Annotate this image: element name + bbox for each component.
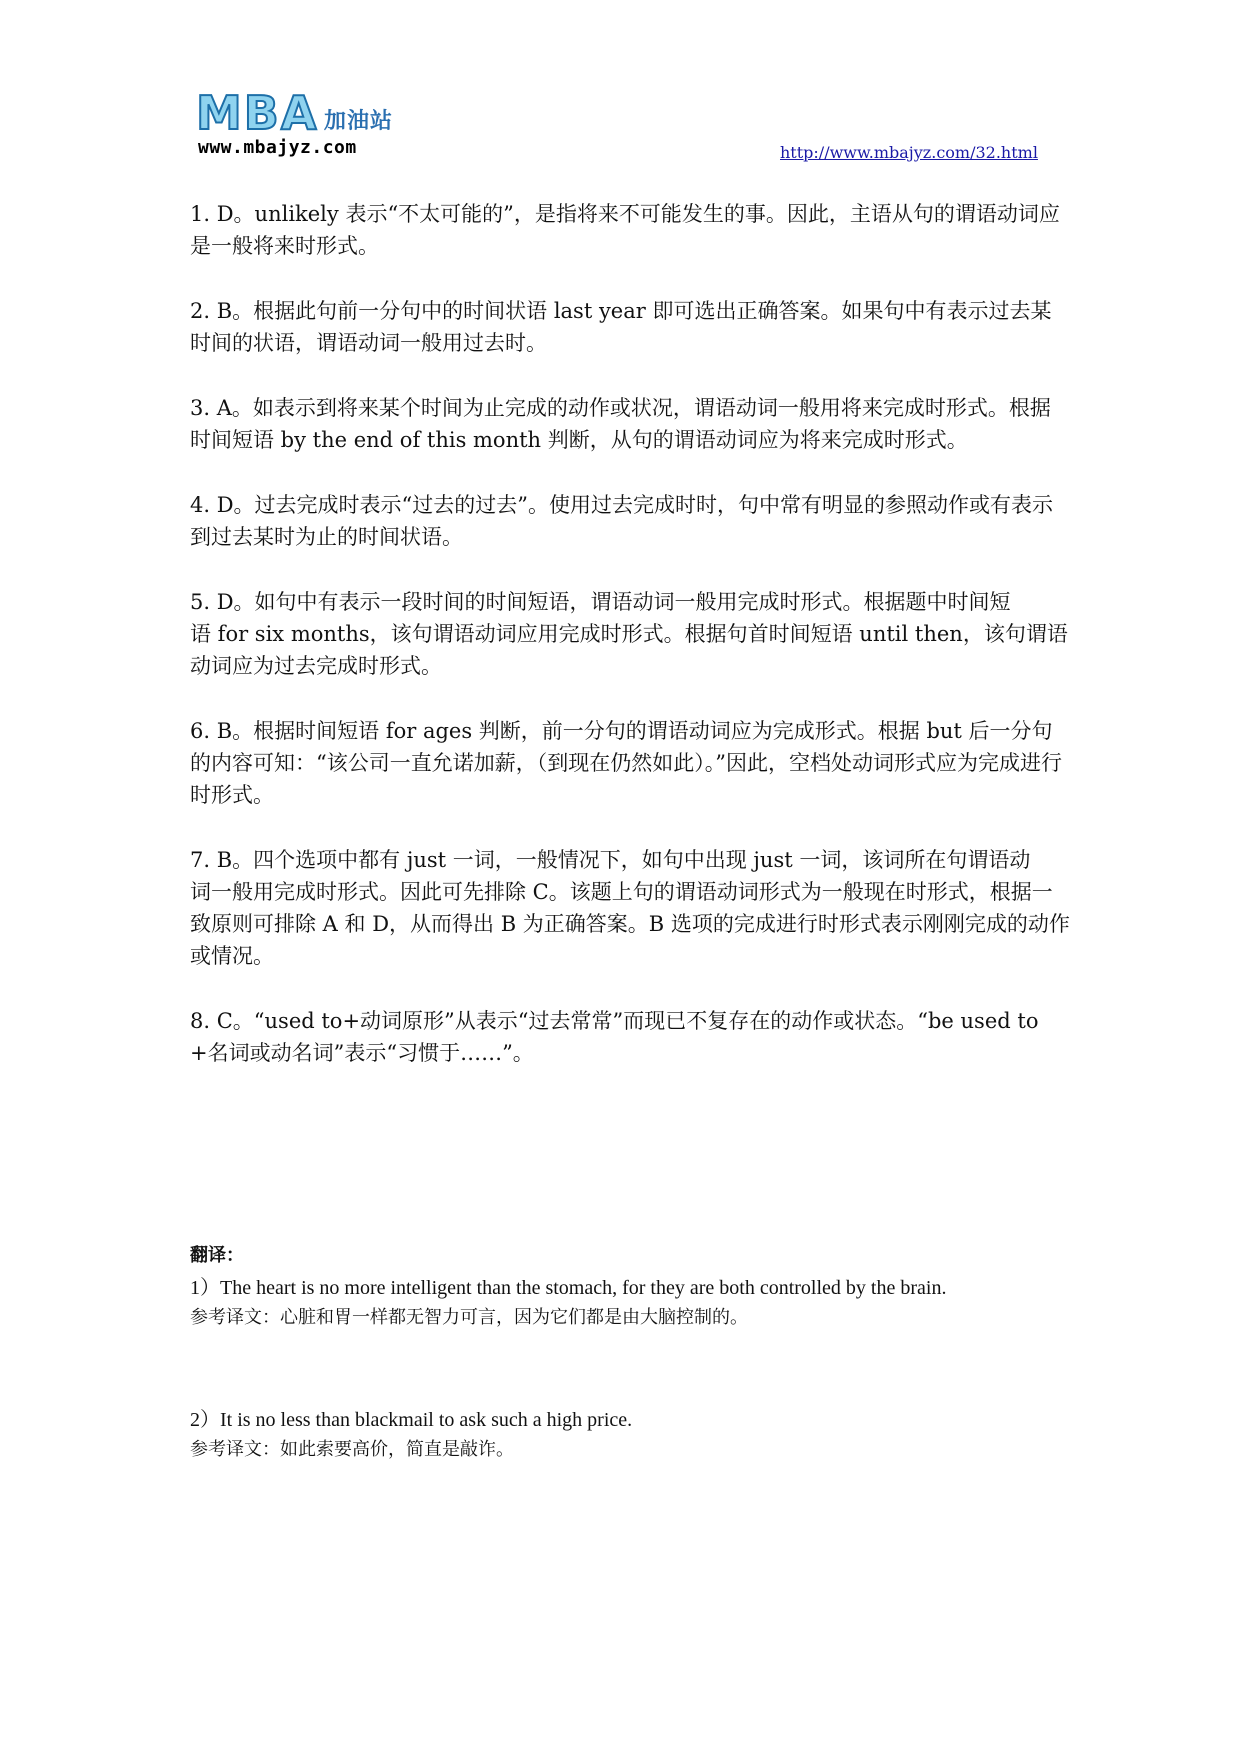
answer-item-2: 2. B。根据此句前一分句中的时间状语 last year 即可选出正确答案。如果句中有表示过去某时间的状语，谓语动词一般用过去时。 — [190, 299, 1052, 355]
translation-heading: 翻译： — [190, 1245, 244, 1266]
answer-list — [190, 198, 1070, 1102]
answer-item-3: 3. A。如表示到将来某个时间为止完成的动作或状况，谓语动词一般用将来完成时形式。根据时间短语 by the end of this month 判断，从句的谓语动词应为将来完成时形式。 — [190, 396, 1051, 452]
translation-english: 2）It is no less than blackmail to ask such a high price. — [190, 1409, 633, 1431]
header-link[interactable]: http://www.mbajyz.com/32.html — [780, 143, 1038, 162]
translation-section — [190, 1243, 1070, 1537]
answer-item-6: 6. B。根据时间短语 for ages 判断，前一分句的谓语动词应为完成形式。根据 but 后一分句的内容可知：“该公司一直允诺加薪，（到现在仍然如此）。”因此，空档处动词形式应为完成进行时形式。 — [190, 719, 1062, 807]
logo-mba-text: MBA — [196, 86, 319, 140]
answer-item-7: 7. B。四个选项中都有 just 一词，一般情况下，如句中出现 just 一词，该词所在句谓语动 词一般用完成时形式。因此可先排除 C。该题上句的谓语动词形式为一般现在时形式，根据一致原则可排除 A 和 D，从而得出 B 为正确答案。B 选项的完成进行时形式表示刚刚完成的动作或情况。 — [190, 848, 1070, 968]
answer-item-1: 1. D。unlikely 表示“不太可能的”，是指将来不可能发生的事。因此，主语从句的谓语动词应是一般将来时形式。 — [190, 202, 1060, 258]
translation-item-2 — [190, 1405, 1070, 1465]
answer-item-5: 5. D。如句中有表示一段时间的时间短语，谓语动词一般用完成时形式。根据题中时间短 语 for six months，该句谓语动词应用完成时形式。根据句首时间短语 until then，该句谓语动词应为过去完成时形式。 — [190, 590, 1068, 678]
translation-english: 1）The heart is no more intelligent than the stomach, for they are both controlled by the brain. — [190, 1277, 947, 1299]
logo-cn-text: 加油站 — [324, 109, 394, 134]
translation-chinese: 参考译文：心脏和胃一样都无智力可言，因为它们都是由大脑控制的。 — [190, 1307, 748, 1328]
answer-item-4: 4. D。过去完成时表示“过去的过去”。使用过去完成时时，句中常有明显的参照动作或有表示到过去某时为止的时间状语。 — [190, 493, 1054, 549]
answer-item-8: 8. C。“used to+动词原形”从表示“过去常常”而现已不复存在的动作或状态。“be used to+名词或动名词”表示“习惯于……”。 — [190, 1009, 1039, 1065]
site-logo — [196, 86, 411, 160]
logo-url-text: www.mbajyz.com — [198, 137, 357, 158]
translation-item-1 — [190, 1273, 1070, 1333]
translation-chinese: 参考译文：如此索要高价，简直是敲诈。 — [190, 1439, 514, 1460]
